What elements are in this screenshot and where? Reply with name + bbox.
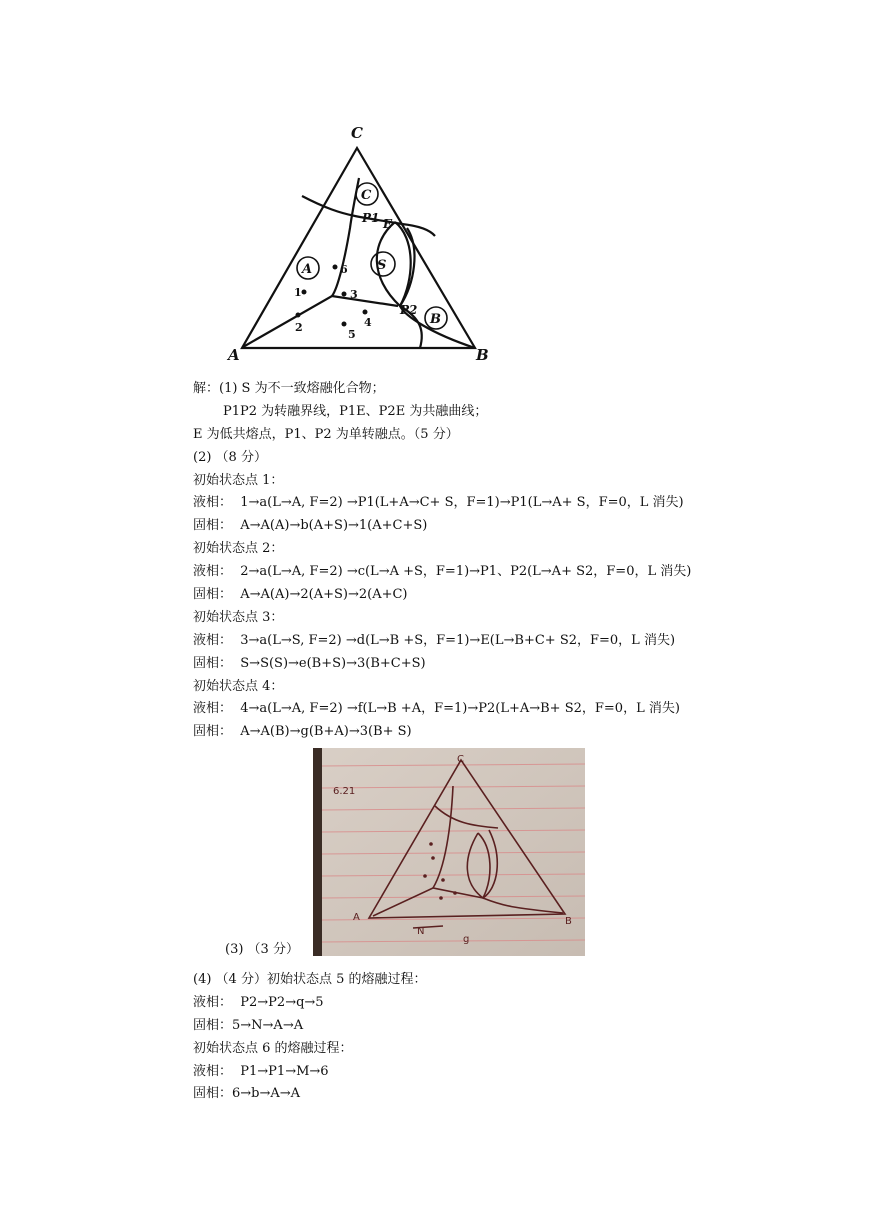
point-4-dot — [363, 310, 368, 315]
point-6-dot — [333, 265, 338, 270]
svg-text:6.21: 6.21 — [333, 786, 356, 797]
answer-line: 初始状态点 6 的熔融过程： — [193, 1040, 353, 1056]
answer-line: E 为低共熔点，P1、P2 为单转融点。（5 分） — [193, 426, 459, 442]
part3-section — [193, 748, 613, 960]
phase-diagram — [220, 118, 520, 370]
curve-p2-label: P2 — [400, 303, 418, 317]
answer-line: 液相： 1→a(L→A, F=2) →P1(L+A→C+ S，F=1)→P1(L→A+ S，F=0，L 消失) — [193, 495, 684, 511]
point-1-dot — [302, 290, 307, 295]
answer-line: 固相：5→N→A→A — [193, 1017, 304, 1033]
point-2-label: 2 — [295, 321, 303, 334]
answer-line: 固相： A→A(A)→b(A+S)→1(A+C+S) — [193, 518, 428, 534]
vertex-a-label: A — [228, 346, 240, 364]
answer-line: 初始状态点 3： — [193, 609, 284, 625]
answer-line: (2) （8 分） — [193, 449, 267, 465]
svg-text:A: A — [353, 912, 360, 923]
part3-label: (3) （3 分） — [225, 942, 299, 957]
handwritten-diagram-photo — [313, 748, 585, 956]
point-5-dot — [342, 322, 347, 327]
answer-line: 初始状态点 1： — [193, 472, 284, 488]
answer-line: 固相： S→S(S)→e(B+S)→3(B+C+S) — [193, 655, 426, 671]
svg-text:C: C — [457, 754, 464, 765]
vertex-b-label: B — [476, 346, 489, 364]
svg-text:N: N — [417, 926, 425, 937]
curve-e-label: E — [383, 217, 393, 231]
region-s-label: S — [377, 258, 387, 273]
answer-line: 初始状态点 4： — [193, 678, 284, 694]
point-5-label: 5 — [348, 328, 356, 341]
point-1-label: 1 — [294, 286, 302, 299]
answer-line: 液相： 2→a(L→A, F=2) →c(L→A +S，F=1)→P1、P2(L→A+ S2，F=0，L 消失) — [193, 564, 692, 580]
region-c-label: C — [361, 188, 372, 203]
answer-line: (4) （4 分）初始状态点 5 的熔融过程： — [193, 972, 427, 987]
curve-p1-label: P1 — [362, 211, 380, 225]
answer-line: 初始状态点 2： — [193, 541, 284, 557]
answer-line: P1P2 为转融界线，P1E、P2E 为共融曲线； — [223, 403, 488, 419]
answer-line: 固相： A→A(A)→2(A+S)→2(A+C) — [193, 587, 408, 603]
point-3-dot — [342, 292, 347, 297]
answer-line: 固相：6→b→A→A — [193, 1086, 301, 1102]
answer-line: 液相： 3→a(L→S, F=2) →d(L→B +S，F=1)→E(L→B+C+ S2，F=0，L 消失) — [193, 632, 676, 648]
answer-line: 液相： P2→P2→q→5 — [193, 994, 324, 1010]
point-3-label: 3 — [350, 288, 358, 301]
point-4-label: 4 — [364, 316, 372, 329]
answer-line: 解：(1) S 为不一致熔融化合物； — [193, 381, 385, 396]
answer-section — [193, 378, 813, 744]
point-6-label: 6 — [340, 263, 348, 276]
answer-line: 液相： P1→P1→M→6 — [193, 1063, 329, 1079]
answer-line: 固相： A→A(B)→g(B+A)→3(B+ S) — [193, 724, 412, 740]
region-a-label: A — [302, 262, 313, 277]
svg-text:B: B — [565, 916, 572, 927]
vertex-c-label: C — [351, 124, 363, 142]
point-2-dot — [296, 313, 301, 318]
part4-section — [193, 969, 813, 1106]
svg-text:g: g — [463, 934, 470, 945]
boundary-c-s — [332, 178, 359, 296]
region-b-label: B — [430, 312, 441, 327]
answer-line: 液相： 4→a(L→A, F=2) →f(L→B +A，F=1)→P2(L+A→B+ S2，F=0，L 消失) — [193, 701, 680, 717]
